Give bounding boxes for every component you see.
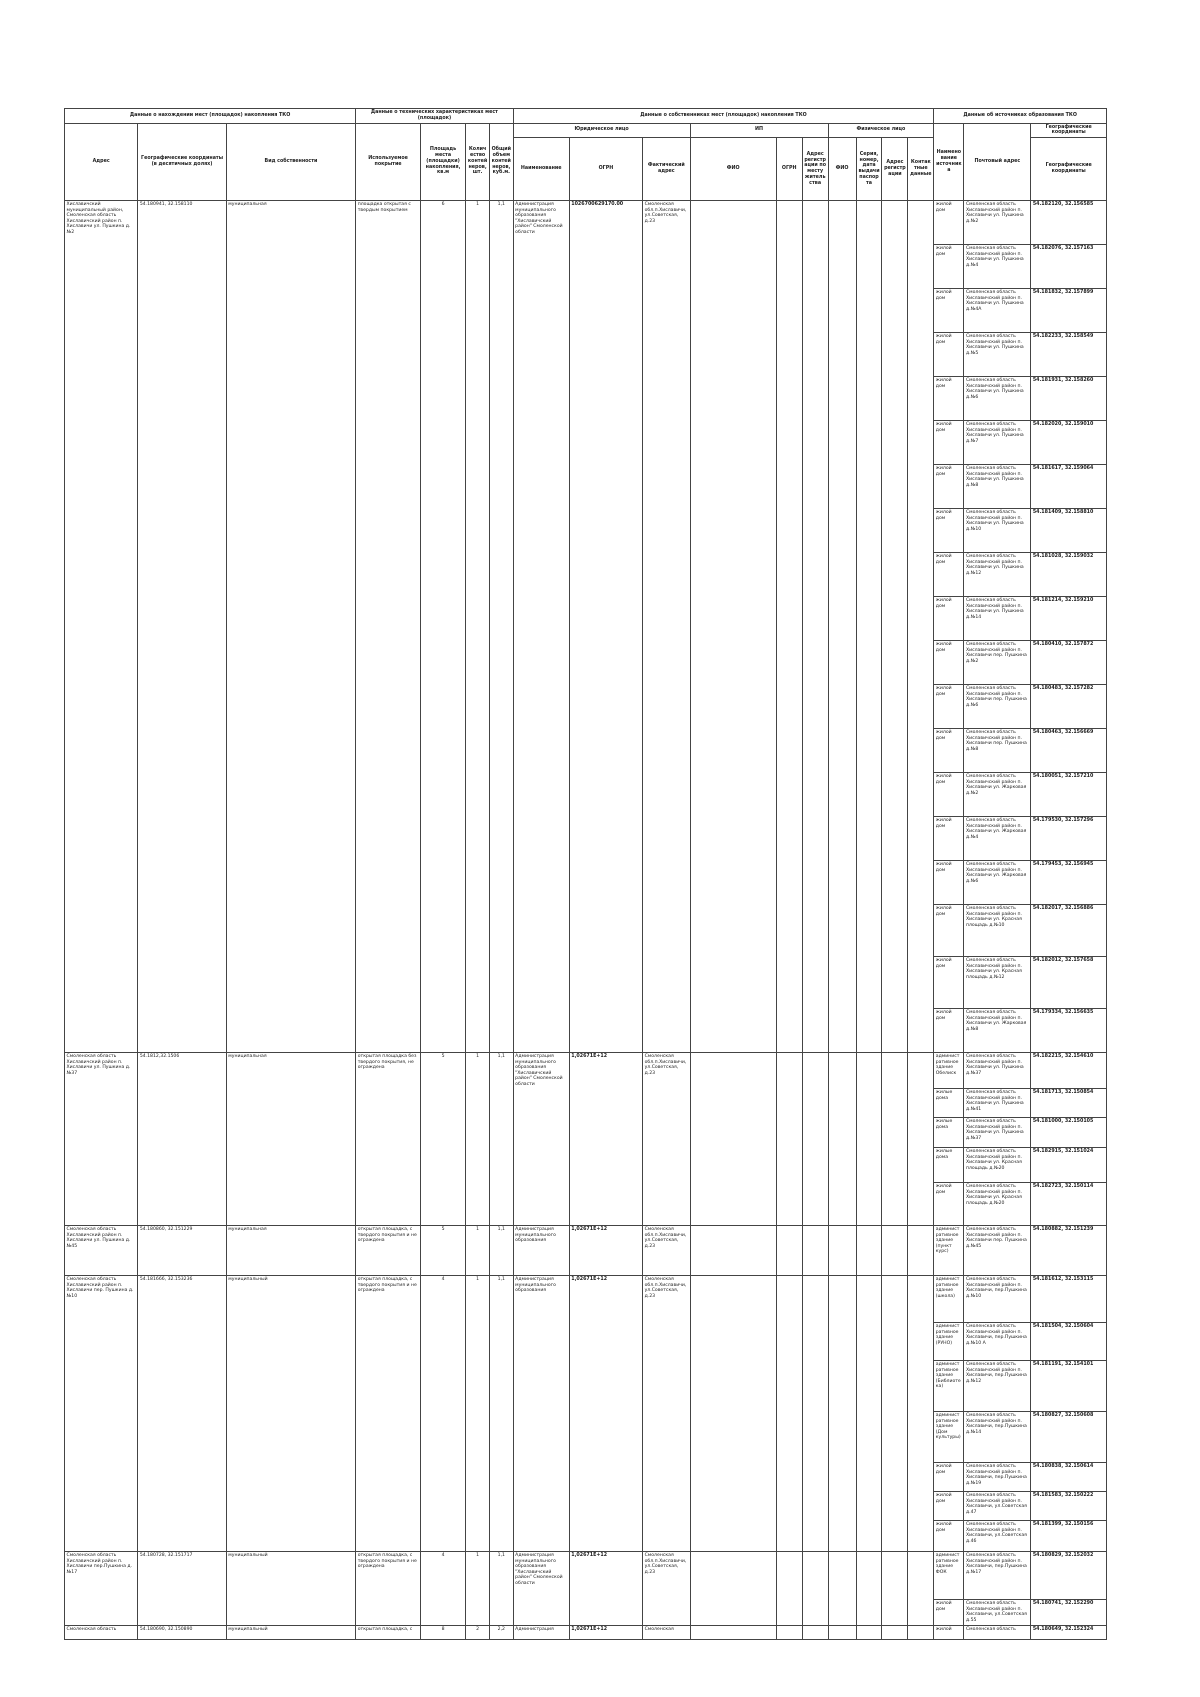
site-volume: 1,1 [489,1226,513,1276]
source-coords: 54.180838, 32.150614 [1031,1463,1107,1492]
empty-cell [828,1552,856,1626]
empty-cell [690,1552,776,1626]
source-coords: 54.181931, 32.158260 [1031,377,1107,421]
source-coords: 54.180829, 32.152032 [1031,1552,1107,1600]
site-legal-name: Администрация муниципального образования "Хиславичский район" Смоленской области [513,201,569,1053]
source-coords: 54.181617, 32.159064 [1031,465,1107,509]
source-address: Смоленская область Хиславичский район п. Хиславичи ул. Пушкина д.№37 [964,1118,1031,1148]
empty-cell [802,1552,828,1626]
site-cover: площадка открытая с твердым покрытием [356,201,421,1053]
source-coords: 54.179334, 32.156635 [1031,1009,1107,1053]
site-volume: 1,1 [489,1552,513,1626]
empty-cell [828,1053,856,1226]
source-address: Смоленская область Хиславичский район п. Хиславичи ул. Пушкина д.№8 [964,465,1031,509]
source-coords: 54.180882, 32.151239 [1031,1226,1107,1276]
empty-cell [802,1626,828,1640]
source-address: Смоленская область Хиславичский район п. Хиславичи пер. Пушкина д.№2 [964,641,1031,685]
site-volume: 1,1 [489,201,513,1053]
site-ownership: муниципальная [226,1226,355,1276]
source-address: Смоленская область Хиславичский район п. Хиславичи, пер.Пушкина д.№17 [964,1552,1031,1600]
empty-cell [882,1226,908,1276]
source-name: жилой дом [934,1492,964,1521]
source-coords: 54.180827, 32.150608 [1031,1412,1107,1463]
source-coords: 54.182076, 32.157163 [1031,245,1107,289]
site-legal-addr: Смоленская обл.п.Хиславичи, ул.Советская, д.23 [643,1053,690,1226]
source-name: жилой дом [934,729,964,773]
empty-cell [802,201,828,1053]
site-cover: открытая площадка, с [356,1626,421,1640]
source-coords: 54.180463, 32.156669 [1031,729,1107,773]
col-address: Адрес [65,123,138,201]
site-cover: открытая площадка без твердого покрытия, не ограждена [356,1053,421,1226]
empty-cell [856,1626,882,1640]
source-address: Смоленская область Хиславичский район п. Хиславичи, ул.Советская д.46 [964,1521,1031,1552]
empty-cell [856,201,882,1053]
site-legal-ogrn: 1,02671Е+12 [569,1276,642,1552]
source-name: жилой дом [934,289,964,333]
empty-cell [802,1276,828,1552]
col-volume: Общий объем контейнеров, куб.м. [489,123,513,201]
table-row [65,1626,1107,1640]
source-coords: 54.181583, 32.150222 [1031,1492,1107,1521]
source-address: Смоленская область Хиславичский район п. Хиславичи, пер.Пушкина д.№14 [964,1412,1031,1463]
source-name: жилой дом [934,509,964,553]
site-legal-ogrn: 1026700629170.00 [569,201,642,1053]
source-address: Смоленская область Хиславичский район п. Хиславичи ул. Жарковая д.№8 [964,1009,1031,1053]
table-row [65,1552,1107,1600]
source-address: Смоленская область Хиславичский район п. Хиславичи ул. Красная площадь д.№20 [964,1148,1031,1183]
site-ownership: муниципальный [226,1276,355,1552]
source-coords: 54.182215, 32.154610 [1031,1053,1107,1089]
col-ip-addr: Адрес регистрации по месту жительства [802,138,828,201]
site-volume: 1,1 [489,1053,513,1226]
empty-cell [690,1226,776,1276]
site-coords: 54.1812,32.1506 [138,1053,226,1226]
site-coords: 54.181666, 32.153236 [138,1276,226,1552]
col-legal-name: Наименование [513,138,569,201]
source-coords: 54.182233, 32.158549 [1031,333,1107,377]
empty-cell [856,1552,882,1626]
site-count: 1 [466,1552,490,1626]
site-legal-name: Администрация муниципального образования "Хиславичский район" Смоленской области [513,1552,569,1626]
source-address: Смоленская область Хиславичский район п. Хиславичи ул. Жарковая д.№6 [964,861,1031,905]
source-address: Смоленская область Хиславичский район п. Хиславичи ул. Пушкина д.№4А [964,289,1031,333]
empty-cell [828,1276,856,1552]
source-name: административное здание (Библиотека) [934,1361,964,1412]
site-address: Хиславичский муниципальный район, Смоленская область Хиславичский район п. Хиславичи ул. Пушкина д.№2 [65,201,138,1053]
source-address: Смоленская область Хиславичский район п. Хиславичи, пер.Пушкина д.№19 [964,1463,1031,1492]
empty-cell [776,1626,802,1640]
col-phys-addr: Адрес регистрации [882,138,908,201]
register-sheet [64,108,1107,1640]
source-name: жилой [934,1626,964,1640]
empty-cell [776,1552,802,1626]
col-ownership: Вид собственности [226,123,355,201]
table-row [65,1053,1107,1089]
source-address: Смоленская область Хиславичский район п. Хиславичи ул. Пушкина д.№2 [964,201,1031,245]
table-row [65,201,1107,245]
empty-cell [856,1053,882,1226]
site-legal-addr: Смоленская обл.п.Хиславичи, ул.Советская, д.23 [643,1276,690,1552]
source-name: жилой дом [934,861,964,905]
col-legal-ogrn: ОГРН [569,138,642,201]
source-address: Смоленская область Хиславичский район п. Хиславичи ул. Пушкина д.№10 [964,509,1031,553]
site-legal-ogrn: 1,02671Е+12 [569,1552,642,1626]
source-name: жилой дом [934,773,964,817]
empty-cell [690,1053,776,1226]
source-coords: 54.180741, 32.152290 [1031,1600,1107,1626]
empty-cell [882,1626,908,1640]
site-legal-ogrn: 1,02671Е+12 [569,1626,642,1640]
source-coords: 54.180410, 32.157872 [1031,641,1107,685]
source-name: административное здание Обелиск [934,1053,964,1089]
source-coords: 54.181409, 32.158810 [1031,509,1107,553]
empty-cell [776,1053,802,1226]
source-address: Смоленская область Хиславичский район п. Хиславичи ул. Пушкина д.№41 [964,1089,1031,1118]
registry-table [64,108,1107,1640]
empty-cell [776,1276,802,1552]
empty-cell [882,1276,908,1552]
source-coords: 54.179453, 32.156945 [1031,861,1107,905]
site-volume: 2,2 [489,1626,513,1640]
source-coords: 54.180051, 32.157210 [1031,773,1107,817]
site-count: 1 [466,1226,490,1276]
col-src-coords: Географические координаты [1031,138,1107,201]
empty-cell [908,1552,934,1626]
site-address: Смоленская область [65,1626,138,1640]
source-name: жилой дом [934,685,964,729]
col-phys-fio: ФИО [828,138,856,201]
col-area: Площадь места (площадки) накопления, кв.м [420,123,465,201]
source-name: жилой дом [934,201,964,245]
source-address: Смоленская область Хиславичский район п. Хиславичи ул. Пушкина д.№37 [964,1053,1031,1089]
source-address: Смоленская область Хиславичский район п. Хиславичи ул. Красная площадь д.№20 [964,1183,1031,1226]
source-coords: 54.181191, 32.154101 [1031,1361,1107,1412]
empty-cell [690,1626,776,1640]
source-address: Смоленская область Хиславичский район п. Хиславичи ул. Пушкина д.№14 [964,597,1031,641]
source-address: Смоленская область Хиславичский район п. Хиславичи, ул.Советская д.47 [964,1492,1031,1521]
empty-cell [690,201,776,1053]
source-address: Смоленская область Хиславичский район п. Хиславичи пер. Пушкина д.№45 [964,1226,1031,1276]
site-legal-addr: Смоленская обл.п.Хиславичи, ул.Советская, д.23 [643,1552,690,1626]
source-coords: 54.182120, 32.156585 [1031,201,1107,245]
subgroup-ip: ИП [690,123,828,138]
source-address: Смоленская область Хиславичский район п. Хиславичи ул. Красная площадь д.№10 [964,905,1031,957]
source-address: Смоленская область Хиславичский район п. Хиславичи ул. Пушкина д.№12 [964,553,1031,597]
site-area: 4 [420,1276,465,1552]
source-address: Смоленская область Хиславичский район п. Хиславичи ул. Пушкина д.№6 [964,377,1031,421]
site-address: Смоленская область Хиславичский район п. Хиславичи пер.Пушкина д.№17 [65,1552,138,1626]
site-ownership: муниципальная [226,1053,355,1226]
subgroup-phys: Физическое лицо [828,123,934,138]
col-phys-contacts: Контактные данные [908,138,934,201]
source-coords: 54.179530, 32.157296 [1031,817,1107,861]
source-name: жилой дом [934,377,964,421]
site-cover: открытая площадка, с твердого покрытия и не ограждена [356,1226,421,1276]
source-address: Смоленская область Хиславичский район п. Хиславичи ул. Жарковая д.№2 [964,773,1031,817]
registry-body [65,201,1107,1640]
site-count: 1 [466,201,490,1053]
source-address: Смоленская область Хиславичский район п. Хиславичи ул. Пушкина д.№5 [964,333,1031,377]
site-legal-ogrn: 1,02671Е+12 [569,1226,642,1276]
source-name: жилой дом [934,553,964,597]
source-name: жилой дом [934,1600,964,1626]
source-name: административное здание (школа) [934,1276,964,1323]
col-src-name: Наименование источника [934,123,964,201]
source-name: административное здание (РУНО) [934,1323,964,1361]
site-cover: открытая площадка, с твердого покрытия и не ограждена [356,1552,421,1626]
source-name: жилой дом [934,1183,964,1226]
subgroup-geo: Географические координаты [1031,123,1107,138]
empty-cell [908,1276,934,1552]
site-ownership: муниципальный [226,1552,355,1626]
source-name: жилой дом [934,245,964,289]
empty-cell [908,1053,934,1226]
source-name: жилой дом [934,421,964,465]
source-name: жилые дома [934,1148,964,1183]
site-ownership: муниципальная [226,201,355,1053]
site-ownership: муниципальный [226,1626,355,1640]
col-ip-ogrn: ОГРН [776,138,802,201]
site-legal-name: Администрация муниципального образования [513,1226,569,1276]
empty-cell [882,201,908,1053]
col-phys-passport: Серия, номер, дата выдачи паспорта [856,138,882,201]
source-coords: 54.181612, 32.153115 [1031,1276,1107,1323]
source-address: Смоленская область Хиславичский район п. Хиславичи ул. Пушкина д.№4 [964,245,1031,289]
source-name: жилой дом [934,333,964,377]
table-row [65,1226,1107,1276]
site-count: 1 [466,1053,490,1226]
empty-cell [802,1053,828,1226]
source-name: жилой дом [934,641,964,685]
source-coords: 54.180483, 32.157282 [1031,685,1107,729]
empty-cell [856,1276,882,1552]
site-volume: 1,1 [489,1276,513,1552]
source-coords: 54.182012, 32.157658 [1031,957,1107,1009]
site-coords: 54.180941, 32.158110 [138,201,226,1053]
source-coords: 54.181214, 32.159210 [1031,597,1107,641]
col-legal-addr: Фактический адрес [643,138,690,201]
source-address: Смоленская область Хиславичский район п. Хиславичи пер. Пушкина д.№6 [964,685,1031,729]
site-count: 2 [466,1626,490,1640]
empty-cell [856,1226,882,1276]
empty-cell [908,201,934,1053]
site-legal-name: Администрация муниципального образования "Хиславичский район" Смоленской области [513,1053,569,1226]
source-name: административное здание (Дом культуры) [934,1412,964,1463]
source-coords: 54.182017, 32.156886 [1031,905,1107,957]
source-name: жилой дом [934,465,964,509]
source-name: жилой дом [934,905,964,957]
col-ip-fio: ФИО [690,138,776,201]
group-sources: Данные об источниках образования ТКО [934,109,1107,124]
source-name: жилые дома [934,1089,964,1118]
group-tech: Данные о технических характеристиках мест (площадок) [356,109,513,124]
site-legal-addr: Смоленская обл.п.Хиславичи, ул.Советская, д.23 [643,201,690,1053]
source-coords: 54.181399, 32.150156 [1031,1521,1107,1552]
col-count: Количество контейнеров, шт. [466,123,490,201]
col-src-addr: Почтовый адрес [964,123,1031,201]
source-address: Смоленская область Хиславичский район п. Хиславичи ул. Красная площадь д.№12 [964,957,1031,1009]
empty-cell [828,1626,856,1640]
empty-cell [908,1626,934,1640]
source-name: жилой дом [934,1521,964,1552]
table-row [65,1276,1107,1323]
col-cover: Используемое покрытие [356,123,421,201]
source-address: Смоленская область Хиславичский район п. Хиславичи ул. Пушкина д.№7 [964,421,1031,465]
site-address: Смоленская область Хиславичский район п. Хиславичи ул. Пушкина д.№45 [65,1226,138,1276]
site-area: 5 [420,1053,465,1226]
source-address: Смоленская область Хиславичский район п. Хиславичи пер. Пушкина д.№8 [964,729,1031,773]
subgroup-legal: Юридическое лицо [513,123,690,138]
empty-cell [690,1276,776,1552]
empty-cell [776,1226,802,1276]
source-coords: 54.182020, 32.159010 [1031,421,1107,465]
site-legal-addr: Смоленская [643,1626,690,1640]
site-count: 1 [466,1276,490,1552]
source-address: Смоленская область Хиславичский район п. Хиславичи, пер.Пушкина д.№10 А [964,1323,1031,1361]
site-address: Смоленская область Хиславичский район п. Хиславичи ул. Пушкина д.№37 [65,1053,138,1226]
site-area: 6 [420,201,465,1053]
site-address: Смоленская область Хиславичский район п. Хиславичи пер. Пушкина д.№10 [65,1276,138,1552]
empty-cell [828,201,856,1053]
empty-cell [776,201,802,1053]
source-address: Смоленская область Хиславичский район п. Хиславичи, пер.Пушкина д.№12 [964,1361,1031,1412]
source-coords: 54.182915, 32.151024 [1031,1148,1107,1183]
source-address: Смоленская область Хиславичский район п. Хиславичи, пер.Пушкина д.№10 [964,1276,1031,1323]
site-coords: 54.180728, 32.151717 [138,1552,226,1626]
source-coords: 54.180649, 32.152324 [1031,1626,1107,1640]
source-address: Смоленская область Хиславичский район п. Хиславичи, ул.Советская д.55 [964,1600,1031,1626]
source-coords: 54.181832, 32.157899 [1031,289,1107,333]
group-owners: Данные о собственниках мест (площадок) накопления ТКО [513,109,934,124]
site-legal-name: Администрация муниципального образования [513,1276,569,1552]
source-coords: 54.181028, 32.159032 [1031,553,1107,597]
source-address: Смоленская область Хиславичский район п. Хиславичи ул. Жарковая д.№4 [964,817,1031,861]
site-legal-addr: Смоленская обл.п.Хиславичи, ул.Советская, д.23 [643,1226,690,1276]
source-name: жилой дом [934,1463,964,1492]
source-coords: 54.182723, 32.150114 [1031,1183,1107,1226]
source-coords: 54.181000, 32.150105 [1031,1118,1107,1148]
source-coords: 54.181713, 32.150854 [1031,1089,1107,1118]
source-name: административное здание ФОК [934,1552,964,1600]
site-coords: 54.180860, 32.151229 [138,1226,226,1276]
empty-cell [828,1226,856,1276]
site-area: 4 [420,1552,465,1626]
col-coords: Географические координаты (в десятичных долях) [138,123,226,201]
source-name: административное здание (пункт курс) [934,1226,964,1276]
site-area: 5 [420,1226,465,1276]
empty-cell [882,1053,908,1226]
site-coords: 54.180690, 32.150890 [138,1626,226,1640]
site-legal-ogrn: 1,02671Е+12 [569,1053,642,1226]
group-placement: Данные о нахождении мест (площадок) накопления ТКО [65,109,356,124]
source-address: Смоленская область [964,1626,1031,1640]
empty-cell [882,1552,908,1626]
source-name: жилой дом [934,597,964,641]
site-legal-name: Администрация [513,1626,569,1640]
source-name: жилой дом [934,957,964,1009]
empty-cell [802,1226,828,1276]
site-cover: открытая площадка, с твердого покрытия и не ограждена [356,1276,421,1552]
empty-cell [908,1226,934,1276]
source-name: жилой дом [934,1009,964,1053]
source-name: жилой дом [934,817,964,861]
source-coords: 54.181504, 32.150604 [1031,1323,1107,1361]
source-name: жилые дома [934,1118,964,1148]
site-area: 8 [420,1626,465,1640]
